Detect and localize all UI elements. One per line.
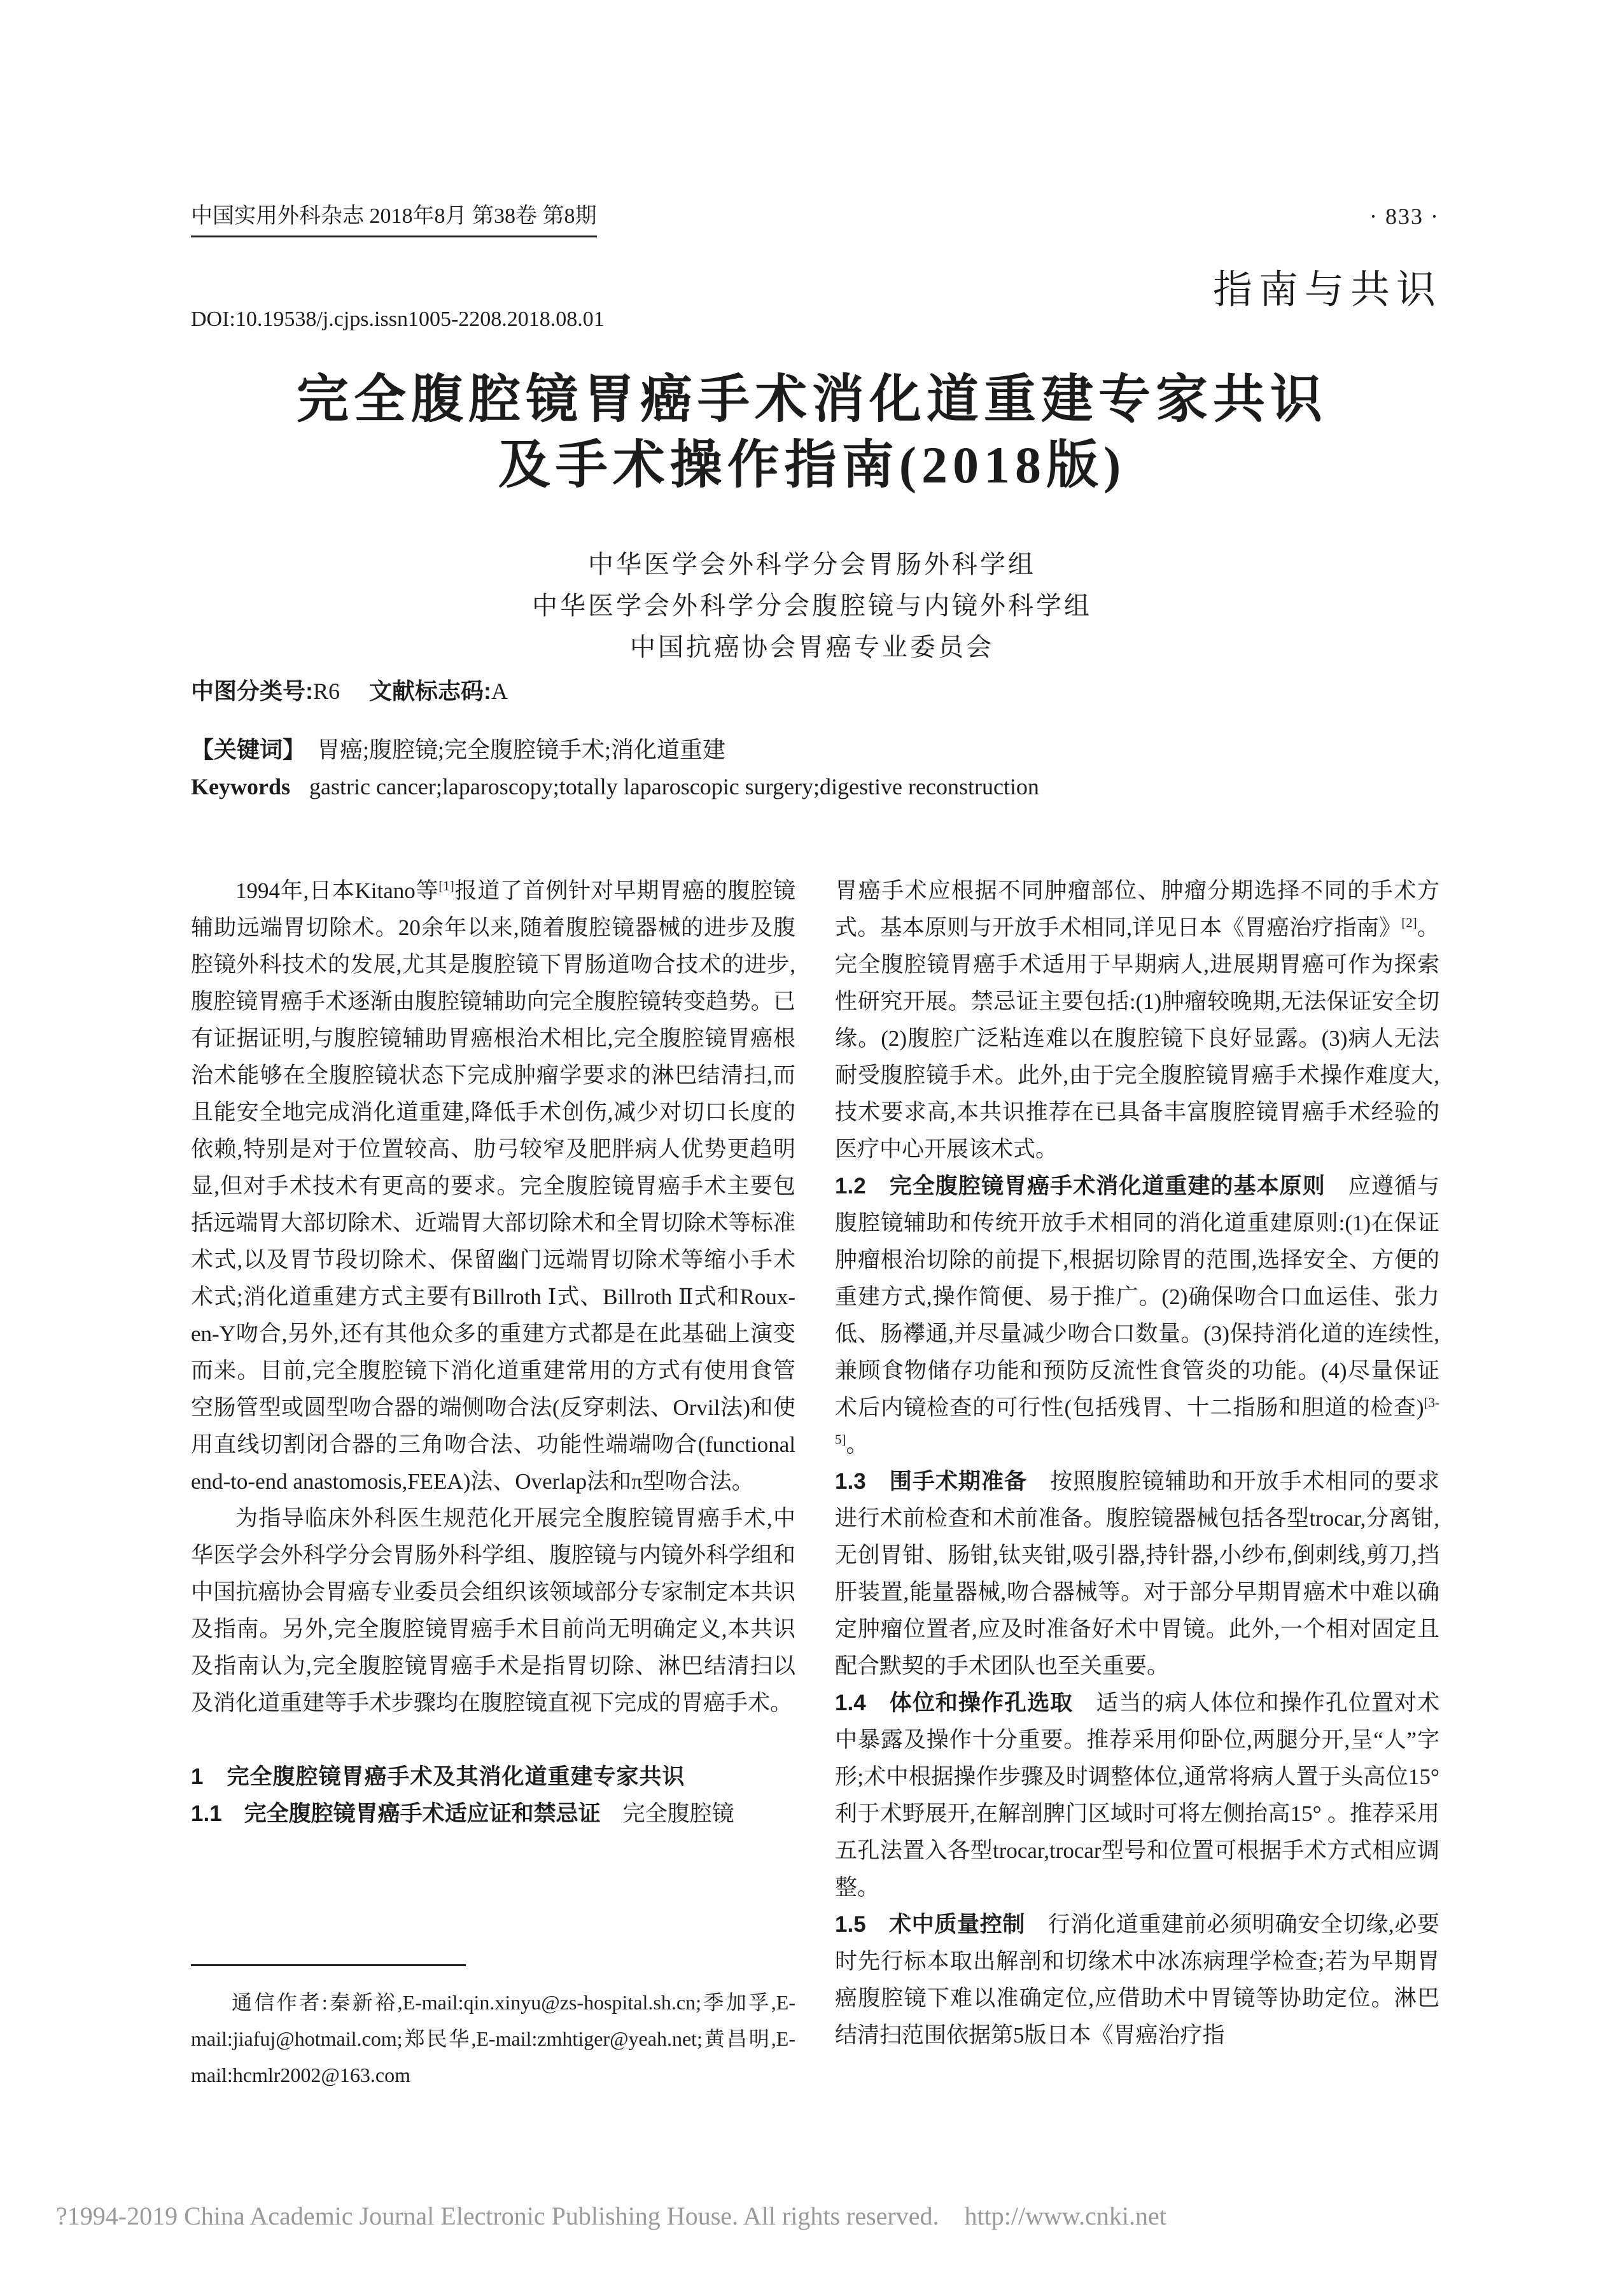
text-run: 。完全腹腔镜胃癌手术适用于早期病人,进展期胃癌可作为探索性研究开展。禁忌证主要包括:(1)肿瘤较晚期,无法保证安全切缘。(2)腹腔广泛粘连难以在腹腔镜下良好显露。(3)病人无法耐受腹腔镜手术。此外,由于完全腹腔镜胃癌手术操作难度大,技术要求高,本共识推荐在已具备丰富腹腔镜胃癌手术经验的医疗中心开展该术式。 bbox=[835, 915, 1439, 1162]
doc-pair bbox=[369, 678, 508, 704]
text-run: 完全腹腔镜 bbox=[600, 1801, 734, 1826]
section-1-1-continued bbox=[835, 873, 1439, 1168]
author-group-2: 中华医学会外科学分会腹腔镜与内镜外科学组 bbox=[532, 591, 1092, 620]
keywords-chinese-text: 胃癌;腹腔镜;完全腹腔镜手术;消化道重建 bbox=[317, 737, 726, 763]
footnote-divider bbox=[191, 1964, 466, 1966]
keywords-chinese bbox=[191, 732, 1439, 764]
citation-superscript: [3-5] bbox=[835, 1395, 1439, 1447]
article-title-line1: 完全腹腔镜胃癌手术消化道重建专家共识 bbox=[296, 370, 1327, 428]
section-1-3 bbox=[835, 1463, 1439, 1685]
section-1-2 bbox=[835, 1168, 1439, 1463]
text-run: 为指导临床外科医生规范化开展完全腹腔镜胃癌手术,中华医学会外科学分会胃肠外科学组、腹腔镜与内镜外科学组和中国抗癌协会胃癌专业委员会组织该领域部分专家制定本共识及指南。另外,完全腹腔镜胃癌手术目前尚无明确定义,本共识及指南认为,完全腹腔镜胃癌手术是指胃切除、淋巴结清扫以及消化道重建等手术步骤均在腹腔镜直视下完成的胃癌手术。 bbox=[191, 1506, 795, 1715]
section-1-heading bbox=[191, 1759, 795, 1796]
text-run: 按照腹腔镜辅助和开放手术相同的要求进行术前检查和术前准备。腹腔镜器械包括各型trocar,分离钳,无创胃钳、肠钳,钛夹钳,吸引器,持针器,小纱布,倒刺线,剪刀,挡肝装置,能量器械,吻合器械等。对于部分早期胃癌术中难以确定肿瘤位置者,应及时准备好术中胃镜。此外,一个相对固定且配合默契的手术团队也至关重要。 bbox=[835, 1469, 1439, 1678]
paragraph-purpose bbox=[191, 1500, 795, 1722]
text-run: 行消化道重建前必须明确安全切缘,必要时先行标本取出解剖和切缘术中冰冻病理学检查;若为早期胃癌腹腔镜下难以准确定位,应借助术中胃镜等协助定位。淋巴结清扫范围依据第5版日本《胃癌治疗指 bbox=[835, 1912, 1439, 2048]
citation-superscript: [2] bbox=[1401, 915, 1417, 931]
cnki-copyright-footer: ?1994-2019 China Academic Journal Electronic Publishing House. All rights reserved. http://www.cnki.net bbox=[56, 2202, 1166, 2230]
subsection-label: 1.2 完全腹腔镜胃癌手术消化道重建的基本原则 bbox=[835, 1174, 1326, 1199]
article-title-line2: 及手术操作指南(2018版) bbox=[498, 436, 1126, 494]
keywords-english-text: gastric cancer;laparoscopy;totally laparoscopic surgery;digestive reconstruction bbox=[309, 774, 1039, 799]
keywords-english-label: Keywords bbox=[191, 774, 290, 799]
column-section-label: 指南与共识 bbox=[1212, 269, 1442, 312]
body-columns bbox=[191, 873, 1439, 2099]
paragraph-intro bbox=[191, 873, 795, 1500]
author-group-1: 中华医学会外科学分会胃肠外科学组 bbox=[588, 550, 1036, 579]
text-run: 。 bbox=[846, 1432, 869, 1457]
keywords-english bbox=[191, 773, 1439, 800]
clc-value: R6 bbox=[313, 678, 340, 704]
text-run: 应遵循与腹腔镜辅助和传统开放手术相同的消化道重建原则:(1)在保证肿瘤根治切除的前提下,根据切除胃的范围,选择安全、方便的重建方式,操作简便、易于推广。(2)确保吻合口血运佳、张力低、肠襻通,并尽量减少吻合口数量。(3)保持消化道的连续性,兼顾食物储存功能和预防反流性食管炎的功能。(4)尽量保证术后内镜检查的可行性(包括残胃、十二指肠和胆道的检查) bbox=[835, 1174, 1439, 1420]
subsection-label: 1.5 术中质量控制 bbox=[835, 1912, 1026, 1937]
clc-label: 中图分类号: bbox=[191, 678, 313, 704]
text-run: 适当的病人体位和操作孔位置对术中暴露及操作十分重要。推荐采用仰卧位,两腿分开,呈“人”字形;术中根据操作步骤及时调整体位,通常将病人置于头高位15° 利于术野展开,在解剖脾门区域时可将左侧抬高15° 。推荐采用五孔法置入各型trocar,trocar型号和位置可根据手术方式相应调整。 bbox=[835, 1691, 1439, 1900]
doi-line: DOI:10.19538/j.cjps.issn1005-2208.2018.08.01 bbox=[191, 307, 605, 331]
subsection-label: 1.3 围手术期准备 bbox=[835, 1469, 1028, 1494]
section-heading-text: 1 完全腹腔镜胃癌手术及其消化道重建专家共识 bbox=[191, 1764, 685, 1789]
body-column-right bbox=[835, 873, 1439, 2099]
author-groups bbox=[0, 544, 1624, 668]
subsection-label: 1.4 体位和操作孔选取 bbox=[835, 1691, 1074, 1715]
doc-code-value: A bbox=[491, 678, 508, 704]
journal-issue-info: 中国实用外科杂志 2018年8月 第38卷 第8期 bbox=[191, 202, 597, 237]
text-run: 1994年,日本Kitano等 bbox=[235, 878, 439, 903]
keywords-chinese-label: 【关键词】 bbox=[191, 736, 306, 763]
text-run: 胃癌手术应根据不同肿瘤部位、肿瘤分期选择不同的手术方式。基本原则与开放手术相同,详见日本《胃癌治疗指南》 bbox=[835, 878, 1439, 940]
classification-line bbox=[191, 673, 508, 706]
body-column-left bbox=[191, 873, 795, 1950]
citation-superscript: [1] bbox=[438, 878, 454, 894]
section-1-4 bbox=[835, 1685, 1439, 1906]
section-1-1 bbox=[191, 1796, 795, 1832]
clc-pair bbox=[191, 678, 340, 704]
text-run: 报道了首例针对早期胃癌的腹腔镜辅助远端胃切除术。20余年以来,随着腹腔镜器械的进步及腹腔镜外科技术的发展,尤其是腹腔镜下胃肠道吻合技术的进步,腹腔镜胃癌手术逐渐由腹腔镜辅助向完全腹腔镜转变趋势。已有证据证明,与腹腔镜辅助胃癌根治术相比,完全腹腔镜胃癌根治术能够在全腹腔镜状态下完成肿瘤学要求的淋巴结清扫,而且能安全地完成消化道重建,降低手术创伤,减少对切口长度的依赖,特别是对于位置较高、肋弓较窄及肥胖病人优势更趋明显,但对手术技术有更高的要求。完全腹腔镜胃癌手术主要包括远端胃大部切除术、近端胃大部切除术和全胃切除术等标准术式,以及胃节段切除术、保留幽门远端胃切除术等缩小手术术式;消化道重建方式主要有Billroth Ⅰ式、Billroth Ⅱ式和Roux-en-Y吻合,另外,还有其他众多的重建方式都是在此基础上演变而来。目前,完全腹腔镜下消化道重建常用的方式有使用食管空肠管型或圆型吻合器的端侧吻合法(反穿刺法、Orvil法)和使用直线切割闭合器的三角吻合法、功能性端端吻合(functional end-to-end anastomosis,FEEA)法、Overlap法和π型吻合法。 bbox=[191, 878, 795, 1494]
corresponding-author-footnote: 通信作者:秦新裕,E-mail:qin.xinyu@zs-hospital.sh.cn;季加孚,E-mail:jiafuj@hotmail.com;郑民华,E-mail:zmhtiger@yeah.net;黄昌明,E-mail:hcmlr2002@163.com bbox=[191, 1991, 795, 2086]
page-number: · 833 · bbox=[1369, 204, 1439, 229]
section-1-5 bbox=[835, 1906, 1439, 2054]
page-header bbox=[191, 202, 1439, 237]
subsection-label: 1.1 完全腹腔镜胃癌手术适应证和禁忌证 bbox=[191, 1801, 601, 1826]
author-group-3: 中国抗癌协会胃癌专业委员会 bbox=[630, 633, 994, 661]
article-title bbox=[0, 367, 1624, 498]
doc-code-label: 文献标志码: bbox=[369, 678, 492, 704]
